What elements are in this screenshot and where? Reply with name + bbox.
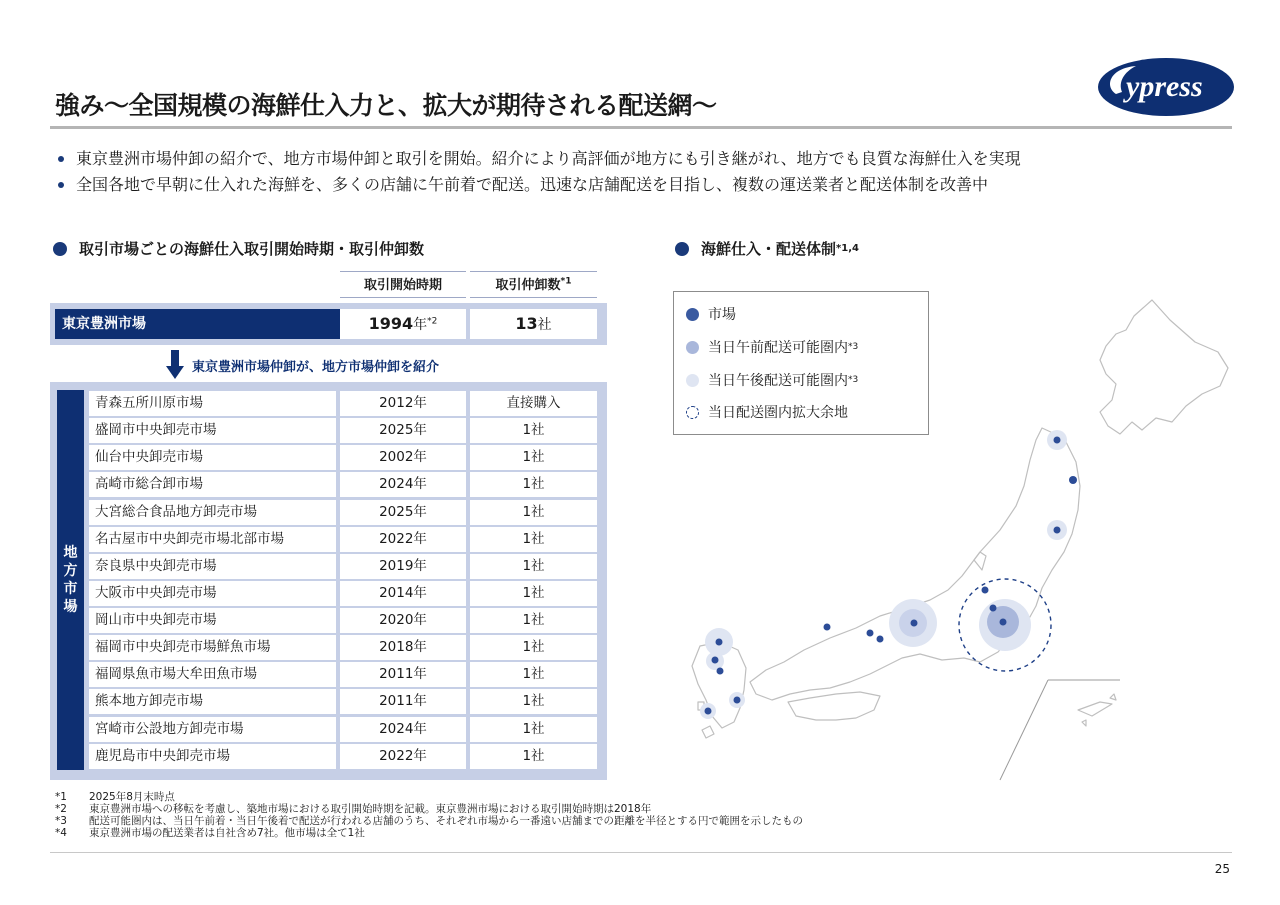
market-dot — [824, 624, 831, 631]
local-market-label — [57, 390, 84, 770]
merchant-count: 1社 — [470, 500, 597, 525]
market-dot — [734, 697, 741, 704]
footer-divider — [50, 852, 1232, 853]
market-dot — [1054, 527, 1061, 534]
footnote-key: *2 — [55, 803, 67, 815]
footnote-key: *3 — [55, 815, 67, 827]
footnote-text: 2025年8月末時点 — [89, 791, 175, 803]
am-zone-icon — [686, 341, 699, 354]
page-title: 強み〜全国規模の海鮮仕入力と、拡大が期待される配送網〜 — [55, 91, 717, 120]
footnote — [55, 827, 803, 839]
legend-expansion — [686, 402, 848, 422]
market-dot — [990, 605, 997, 612]
tokyo-count-suffix: 社 — [537, 317, 552, 333]
bullet-1: 東京豊洲市場仲卸の紹介で、地方市場仲卸と取引を開始。紹介により高評価が地方にも引き継がれ、地方でも良質な海鮮仕入を実現 — [58, 146, 1021, 172]
right-heading-text: 海鮮仕入・配送体制 — [701, 240, 837, 258]
market-name: 青森五所川原市場 — [89, 391, 336, 416]
merchant-count: 1社 — [470, 689, 597, 714]
footnote-text: 東京豊洲市場の配送業者は自社含め7社。他市場は全て1社 — [89, 827, 365, 839]
introduction-note — [166, 350, 439, 380]
market-name: 仙台中央卸売市場 — [89, 445, 336, 470]
start-year: 2012年 — [340, 391, 466, 416]
start-year: 2022年 — [340, 527, 466, 552]
dashed-circle-icon — [686, 406, 699, 419]
right-section-heading — [675, 238, 859, 259]
tokyo-year-value: 1994 — [368, 314, 414, 333]
market-dot — [1000, 619, 1007, 626]
market-dot — [911, 620, 918, 627]
footnote-text: 東京豊洲市場への移転を考慮し、築地市場における取引開始時期を記載。東京豊洲市場における取引開始時期は2018年 — [89, 803, 652, 815]
start-year: 2024年 — [340, 717, 466, 742]
merchant-count: 1社 — [470, 472, 597, 497]
merchant-count: 直接購入 — [470, 391, 597, 416]
market-dot — [717, 668, 724, 675]
cypress-logo — [1096, 56, 1236, 118]
legend-pm-zone — [686, 370, 858, 390]
merchant-count: 1社 — [470, 635, 597, 660]
start-year: 2002年 — [340, 445, 466, 470]
footnotes — [55, 791, 803, 839]
market-name: 奈良県中央卸売市場 — [89, 554, 336, 579]
market-name: 宮崎市公設地方卸売市場 — [89, 717, 336, 742]
local-label-char: 場 — [63, 599, 78, 615]
market-name: 盛岡市中央卸売市場 — [89, 418, 336, 443]
title-divider — [50, 126, 1232, 129]
merchant-count: 1社 — [470, 744, 597, 769]
market-dot — [712, 657, 719, 664]
legend-label: 当日午後配送可能圏内 — [708, 373, 848, 389]
local-label-char: 市 — [63, 581, 78, 597]
summary-bullets — [58, 146, 1021, 198]
col-header-count-sup: *1 — [560, 276, 572, 287]
tokyo-count — [470, 309, 597, 339]
legend-sup: *3 — [848, 342, 859, 352]
market-name: 大阪市中央卸売市場 — [89, 581, 336, 606]
local-label-char: 地 — [63, 545, 78, 561]
start-year: 2025年 — [340, 418, 466, 443]
merchant-count: 1社 — [470, 418, 597, 443]
right-heading-sup: *1,4 — [836, 243, 859, 254]
start-year: 2019年 — [340, 554, 466, 579]
market-dot — [705, 708, 712, 715]
market-name: 福岡県魚市場大牟田魚市場 — [89, 662, 336, 687]
heading-dot-icon — [53, 242, 67, 256]
logo-text: ypress — [1126, 70, 1203, 103]
col-header-count-label: 取引仲卸数 — [495, 278, 561, 293]
merchant-count: 1社 — [470, 527, 597, 552]
left-section-heading — [53, 238, 424, 259]
merchant-count: 1社 — [470, 581, 597, 606]
legend-label: 当日午前配送可能圏内 — [708, 340, 848, 356]
merchant-count: 1社 — [470, 608, 597, 633]
tokyo-count-value: 13 — [515, 314, 538, 333]
footnote-text: 配送可能圏内は、当日午前着・当日午後着で配送が行われる店舗のうち、それぞれ市場から一番遠い店舗までの距離を半径とする円で範囲を示したもの — [89, 815, 803, 827]
tokyo-market-row — [50, 303, 607, 345]
bullet-2: 全国各地で早朝に仕入れた海鮮を、多くの店舗に午前着で配送。迅速な店舗配送を目指し、複数の運送業者と配送体制を改善中 — [58, 172, 1021, 198]
start-year: 2011年 — [340, 689, 466, 714]
tokyo-year-sup: *2 — [427, 316, 438, 327]
tokyo-year-suffix: 年 — [413, 317, 428, 333]
market-name: 岡山市中央卸売市場 — [89, 608, 336, 633]
down-arrow-icon — [166, 350, 184, 380]
merchant-count: 1社 — [470, 445, 597, 470]
start-year: 2024年 — [340, 472, 466, 497]
heading-dot-icon — [675, 242, 689, 256]
start-year: 2020年 — [340, 608, 466, 633]
market-name: 鹿児島市中央卸売市場 — [89, 744, 336, 769]
market-dot — [1054, 437, 1061, 444]
start-year: 2025年 — [340, 500, 466, 525]
start-year: 2022年 — [340, 744, 466, 769]
footnote — [55, 803, 803, 815]
footnote-key: *1 — [55, 791, 67, 803]
legend-am-zone — [686, 337, 858, 357]
start-year: 2014年 — [340, 581, 466, 606]
start-year: 2011年 — [340, 662, 466, 687]
market-name: 高崎市総合卸市場 — [89, 472, 336, 497]
footnote-key: *4 — [55, 827, 67, 839]
market-name: 名古屋市中央卸売市場北部市場 — [89, 527, 336, 552]
footnote — [55, 791, 803, 803]
delivery-zones — [700, 430, 1067, 719]
tokyo-market-name: 東京豊洲市場 — [55, 309, 383, 339]
merchant-count: 1社 — [470, 717, 597, 742]
market-dot — [982, 587, 989, 594]
start-year: 2018年 — [340, 635, 466, 660]
tokyo-start-year — [340, 309, 466, 339]
market-dot — [716, 639, 723, 646]
map-legend — [673, 291, 929, 435]
market-name: 福岡市中央卸売市場鮮魚市場 — [89, 635, 336, 660]
legend-market — [686, 304, 736, 324]
market-name: 熊本地方卸売市場 — [89, 689, 336, 714]
market-dots — [705, 437, 1078, 715]
merchant-count: 1社 — [470, 554, 597, 579]
pm-zone-icon — [686, 374, 699, 387]
legend-sup: *3 — [848, 375, 859, 385]
legend-label: 当日配送圏内拡大余地 — [708, 405, 848, 421]
local-label-char: 方 — [63, 563, 78, 579]
col-header-start: 取引開始時期 — [340, 271, 466, 298]
page-number: 25 — [1214, 862, 1230, 876]
market-dot-icon — [686, 308, 699, 321]
market-dot — [867, 630, 874, 637]
market-dot — [877, 636, 884, 643]
introduction-note-text: 東京豊洲市場仲卸が、地方市場仲卸を紹介 — [192, 359, 440, 375]
footnote — [55, 815, 803, 827]
legend-label: 市場 — [708, 307, 736, 323]
market-name: 大宮総合食品地方卸売市場 — [89, 500, 336, 525]
col-header-count — [470, 271, 597, 298]
merchant-count: 1社 — [470, 662, 597, 687]
left-heading-text: 取引市場ごとの海鮮仕入取引開始時期・取引仲卸数 — [79, 240, 425, 258]
market-dot — [1069, 476, 1077, 484]
